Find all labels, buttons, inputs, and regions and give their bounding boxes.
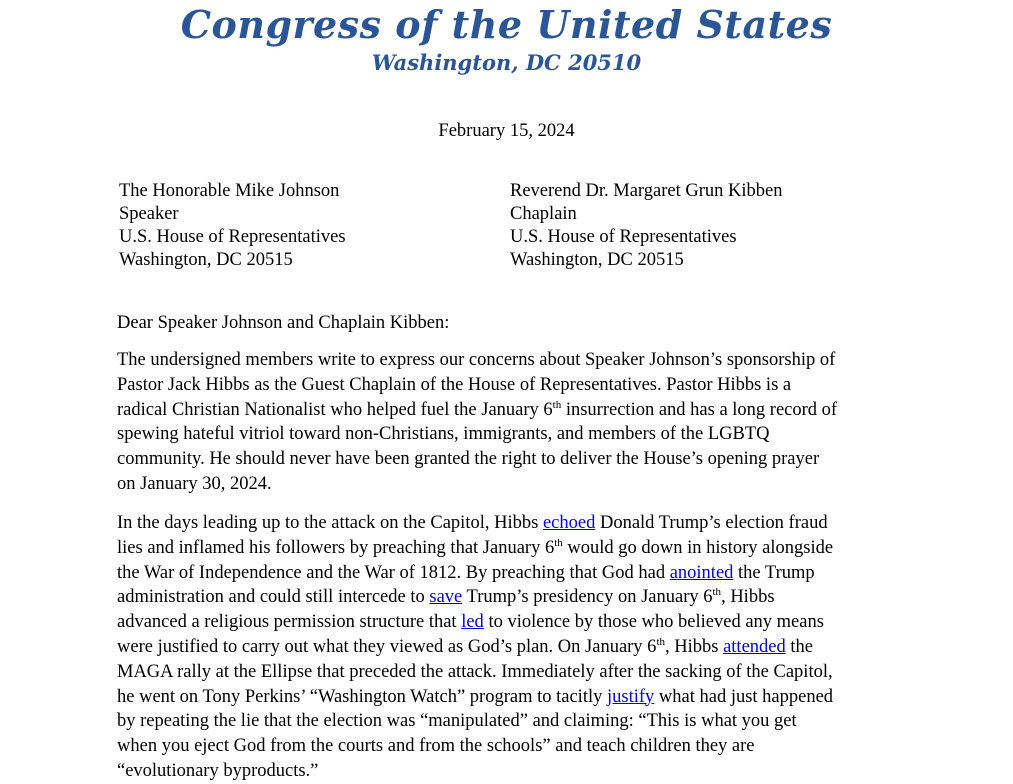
text-segment: he went on Tony Perkins’ “Washington Watch” program to tacitly — [117, 686, 607, 707]
ordinal-suffix: th — [554, 536, 563, 549]
text-segment: advanced a religious permission structure that — [117, 612, 462, 633]
text-segment: , Hibbs — [665, 636, 724, 657]
text-segment: the War of Independence and the War of 1812. By preaching that God had — [117, 562, 670, 583]
letterhead-title: Congress of the United States — [180, 2, 833, 47]
text-segment: , Hibbs — [721, 587, 775, 608]
paragraph-line — [117, 685, 907, 710]
ordinal-suffix: th — [656, 635, 665, 648]
paragraph-line — [117, 398, 907, 423]
paragraph-line — [117, 610, 907, 635]
recipient-title: Chaplain — [510, 204, 577, 224]
recipient-name: The Honorable Mike Johnson — [119, 181, 340, 201]
link-save[interactable]: save — [429, 587, 463, 608]
paragraph-line: “evolutionary byproducts.” — [117, 760, 319, 781]
letterhead-subtitle: Washington, DC 20510 — [371, 50, 642, 75]
paragraph-line — [117, 635, 907, 660]
recipient-city: Washington, DC 20515 — [119, 250, 293, 270]
text-segment: Trump’s presidency on January 6 — [462, 587, 713, 608]
text-segment: to violence by those who believed any means — [483, 612, 824, 633]
text-segment: Donald Trump’s election fraud — [595, 513, 828, 533]
paragraph-line — [117, 536, 907, 561]
text-segment: lies and inflamed his followers by preaching that January 6 — [117, 537, 555, 558]
recipient-city: Washington, DC 20515 — [510, 250, 684, 270]
text-segment: the Trump — [733, 562, 815, 583]
link-anointed[interactable]: anointed — [669, 562, 734, 583]
text-segment: would go down in history alongside — [562, 537, 834, 558]
link-led[interactable]: led — [461, 612, 484, 633]
text-segment: In the days leading up to the attack on the Capitol, Hibbs — [117, 513, 543, 533]
link-attended[interactable]: attended — [723, 636, 786, 657]
ordinal-suffix: th — [552, 398, 562, 411]
recipient-name: Reverend Dr. Margaret Grun Kibben — [510, 181, 783, 201]
paragraph-line: when you eject God from the courts and from the schools” and teach children they are — [117, 736, 755, 757]
recipient-org: U.S. House of Representatives — [119, 227, 346, 247]
paragraph-line: MAGA rally at the Ellipse that preceded the attack. Immediately after the sacking of the Capitol, — [117, 661, 833, 682]
text-segment: administration and could still intercede to — [117, 587, 430, 608]
text-segment: insurrection and has a long record of — [561, 399, 838, 420]
paragraph-line — [117, 511, 907, 536]
text-segment: radical Christian Nationalist who helped fuel the January 6 — [117, 399, 553, 420]
text-segment: what had just happened — [654, 686, 834, 707]
paragraph-2 — [117, 511, 907, 784]
recipient-block-chaplain — [510, 180, 782, 272]
salutation: Dear Speaker Johnson and Chaplain Kibben: — [117, 313, 450, 333]
ordinal-suffix: th — [712, 586, 722, 599]
letter-date: February 15, 2024 — [438, 121, 575, 141]
paragraph-line: The undersigned members write to express our concerns about Speaker Johnson’s sponsorship of — [117, 350, 836, 370]
recipient-block-speaker — [119, 180, 346, 272]
paragraph-line — [117, 585, 907, 610]
recipient-org: U.S. House of Representatives — [510, 227, 737, 247]
text-segment: the — [785, 636, 813, 657]
link-justify[interactable]: justify — [606, 686, 655, 707]
paragraph-line: spewing hateful vitriol toward non-Christians, immigrants, and members of the LGBTQ — [117, 424, 770, 445]
recipient-title: Speaker — [119, 204, 179, 224]
link-echoed[interactable]: echoed — [542, 513, 596, 533]
paragraph-line — [117, 561, 907, 586]
paragraph-1 — [117, 348, 907, 497]
letterhead — [0, 2, 1013, 76]
paragraph-line: on January 30, 2024. — [117, 473, 272, 494]
text-segment: were justified to carry out what they viewed as God’s plan. On January 6 — [117, 636, 657, 657]
paragraph-line: by repeating the lie that the election was “manipulated” and claiming: “This is what you get — [117, 711, 797, 732]
paragraph-line: Pastor Jack Hibbs as the Guest Chaplain of the House of Representatives. Pastor Hibbs is a — [117, 374, 792, 395]
paragraph-line: community. He should never have been granted the right to deliver the House’s opening prayer — [117, 449, 820, 470]
